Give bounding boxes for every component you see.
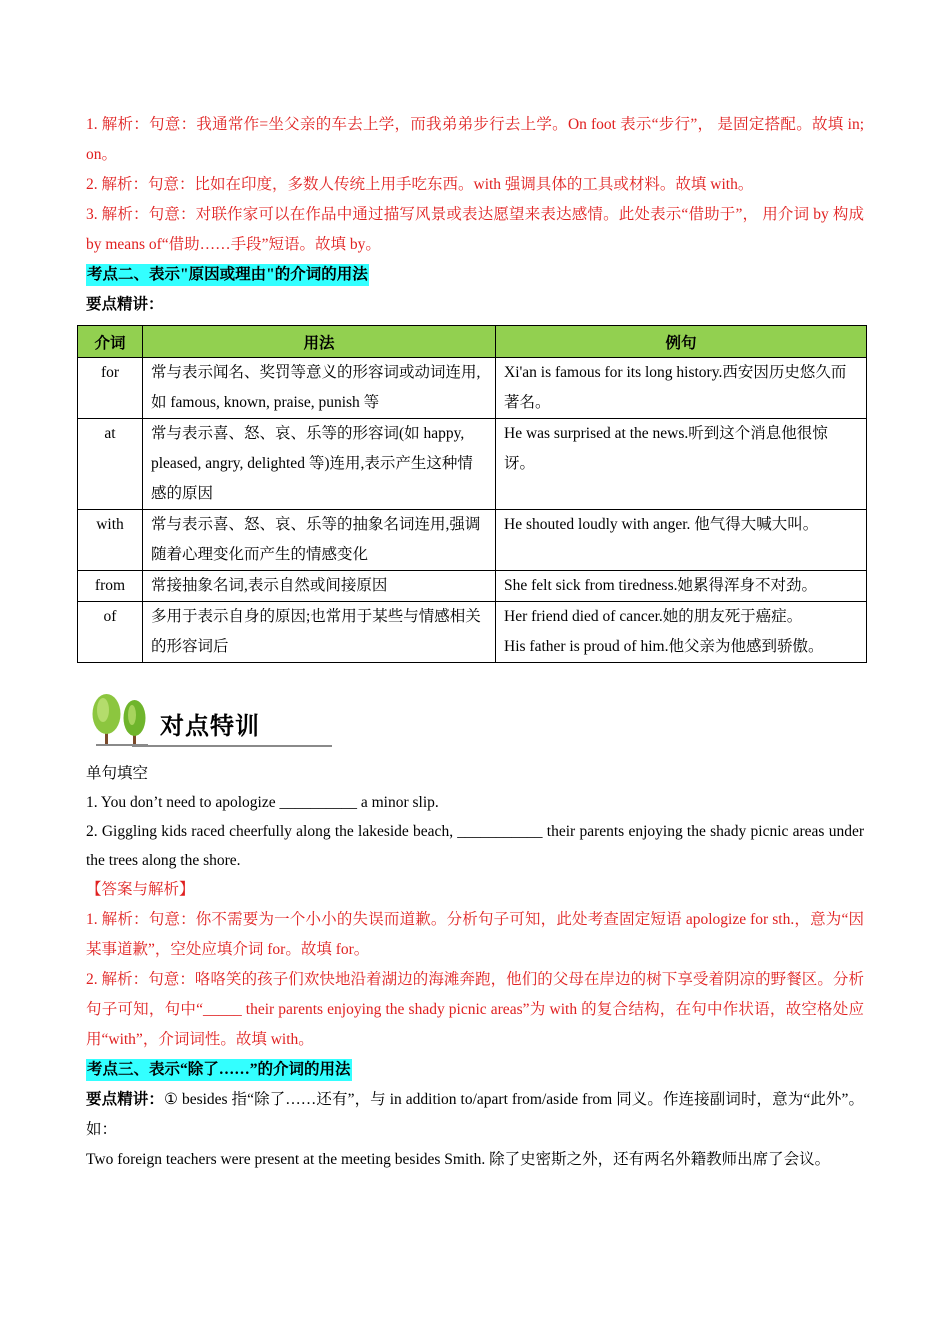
section2-key-points-label: 要点精讲：	[86, 296, 164, 313]
top-section	[86, 110, 864, 320]
cell-usage: 常与表示喜、怒、哀、乐等的抽象名词连用,强调随着心理变化而产生的情感变化	[143, 510, 496, 571]
table-row	[78, 358, 867, 419]
cell-example: He was surprised at the news.听到这个消息他很惊讶。	[496, 419, 867, 510]
table-row	[78, 571, 867, 602]
table-row	[78, 602, 867, 663]
task-label: 单句填空	[86, 765, 149, 782]
example-line: Her friend died of cancer.她的朋友死于癌症。	[504, 608, 803, 625]
cell-prep: for	[78, 358, 143, 419]
training-answer-2: 2. 解析：句意：咯咯笑的孩子们欢快地沿着湖边的海滩奔跑，他们的父母在岸边的树下享受着阴凉的野餐区。分析句子可知，句中“_____ their parents enjoying the shady picnic areas”为 with 的复合结构，在句中作状语，故空格处应用“with”，介词词性。故填 with。	[86, 971, 864, 1048]
cell-example	[496, 602, 867, 663]
cell-usage: 多用于表示自身的原因;也常用于某些与情感相关的形容词后	[143, 602, 496, 663]
training-banner	[88, 690, 298, 750]
cell-usage: 常与表示喜、怒、哀、乐等的形容词(如 happy, pleased, angry, delighted 等)连用,表示产生这种情感的原因	[143, 419, 496, 510]
table-header-prep: 介词	[78, 326, 143, 358]
preposition-table	[77, 325, 867, 663]
table-row	[78, 419, 867, 510]
answer-1: 1. 解析：句意：我通常作=坐父亲的车去上学，而我弟弟步行去上学。On foot 表示“步行”， 是固定搭配。故填 in; on。	[86, 116, 864, 163]
training-title: 对点特训	[160, 712, 260, 740]
table-header-example: 例句	[496, 326, 867, 358]
training-answer-1: 1. 解析：句意：你不需要为一个小小的失误而道歉。分析句子可知，此处考查固定短语 apologize for sth.，意为“因某事道歉”，空处应填介词 for。故填 for。	[86, 911, 864, 958]
cell-prep: with	[78, 510, 143, 571]
section3-example: Two foreign teachers were present at the meeting besides Smith. 除了史密斯之外，还有两名外籍教师出席了会议。	[86, 1151, 831, 1168]
question-1: 1. You don’t need to apologize __________ a minor slip.	[86, 794, 439, 811]
example-line: His father is proud of him.他父亲为他感到骄傲。	[504, 638, 824, 655]
training-divider	[132, 745, 332, 747]
cell-prep: at	[78, 419, 143, 510]
section3-key-points-label: 要点精讲：	[86, 1091, 164, 1108]
training-section	[86, 760, 864, 1175]
cell-prep: from	[78, 571, 143, 602]
answer-3: 3. 解析：句意：对联作家可以在作品中通过描写风景或表达愿望来表达感情。此处表示“借助于”， 用介词 by 构成 by means of“借助……手段”短语。故填 by。	[86, 206, 864, 253]
cell-usage: 常与表示闻名、奖罚等意义的形容词或动词连用,如 famous, known, praise, punish 等	[143, 358, 496, 419]
cell-prep: of	[78, 602, 143, 663]
cell-example: She felt sick from tiredness.她累得浑身不对劲。	[496, 571, 867, 602]
answer-2: 2. 解析：句意：比如在印度，多数人传统上用手吃东西。with 强调具体的工具或材料。故填 with。	[86, 176, 754, 193]
cell-usage: 常接抽象名词,表示自然或间接原因	[143, 571, 496, 602]
cell-example: He shouted loudly with anger. 他气得大喊大叫。	[496, 510, 867, 571]
table-row	[78, 510, 867, 571]
answer-header: 【答案与解析】	[86, 881, 195, 898]
table-header-usage: 用法	[143, 326, 496, 358]
question-2: 2. Giggling kids raced cheerfully along the lakeside beach, ___________ their parents enjoying the shady picnic areas under the trees along the shore.	[86, 823, 864, 869]
cell-example: Xi'an is famous for its long history.西安因历史悠久而著名。	[496, 358, 867, 419]
section2-heading: 考点二、表示"原因或理由"的介词的用法	[86, 264, 369, 286]
tree-icon	[88, 690, 158, 750]
section3-key-points-text: ① besides 指“除了……还有”，与 in addition to/apart from/aside from 同义。作连接副词时，意为“此外”。如：	[86, 1091, 864, 1138]
section3-heading: 考点三、表示“除了……”的介词的用法	[86, 1059, 352, 1081]
